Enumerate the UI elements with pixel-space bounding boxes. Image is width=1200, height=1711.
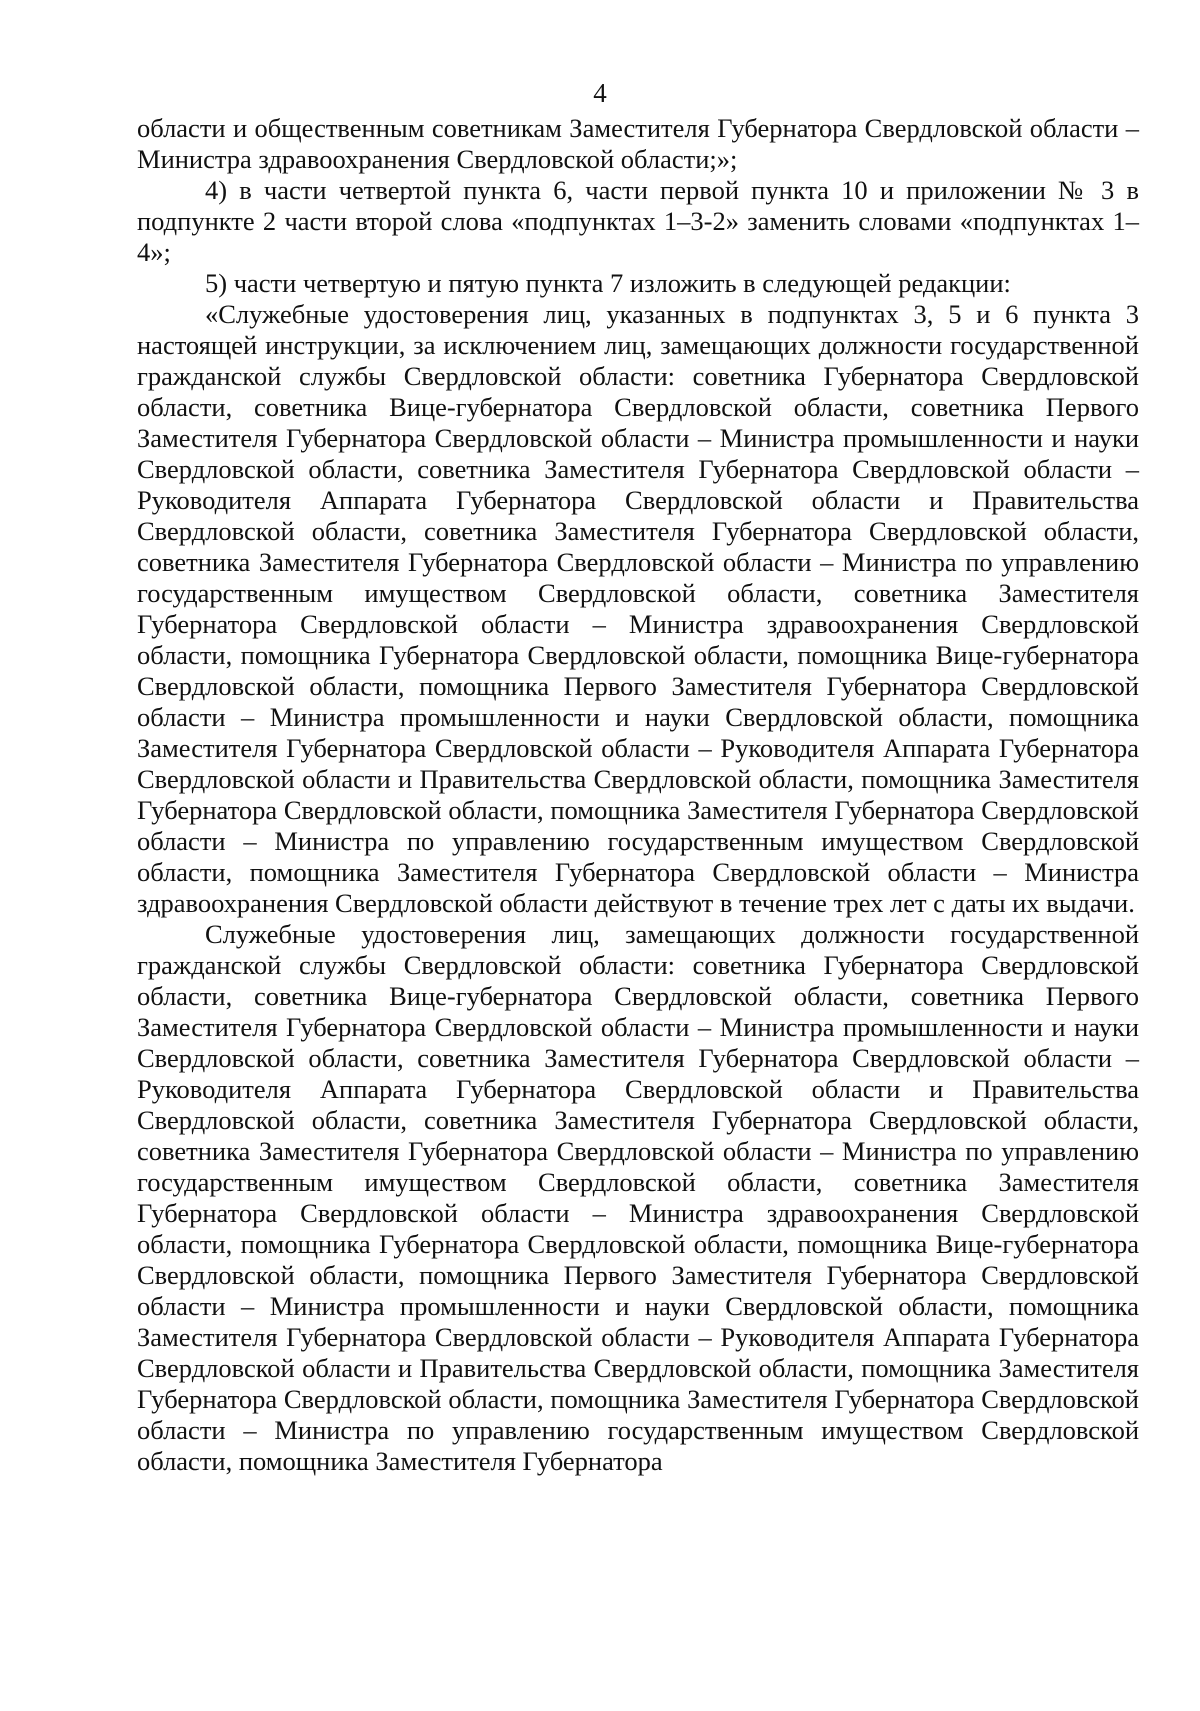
paragraph-continuation: области и общественным советникам Заместителя Губернатора Свердловской области – Министра здравоохранения Свердловской области;»; <box>137 113 1139 174</box>
page-number: 4 <box>593 78 607 108</box>
paragraph-quoted-part-4: «Служебные удостоверения лиц, указанных в подпунктах 3, 5 и 6 пункта 3 настоящей инструкции, за исключением лиц, замещающих должности государственной гражданской службы Свердловской области: советника Губернатора Свердловской области, советника Вице-губернатора Свердловской области, советника Первого Заместителя Губернатора Свердловской области – Министра промышленности и науки Свердловской области, советника Заместителя Губернатора Свердловской области – Руководителя Аппарата Губернатора Свердловской области и Правительства Свердловской области, советника Заместителя Губернатора Свердловской области, советника Заместителя Губернатора Свердловской области – Министра по управлению государственным имуществом Свердловской области, советника Заместителя Губернатора Свердловской области – Министра здравоохранения Свердловской области, помощника Губернатора Свердловской области, помощника Вице-губернатора Свердловской области, помощника Первого Заместителя Губернатора Свердловской области – Министра промышленности и науки Свердловской области, помощника Заместителя Губернатора Свердловской области – Руководителя Аппарата Губернатора Свердловской области и Правительства Свердловской области, помощника Заместителя Губернатора Свердловской области, помощника Заместителя Губернатора Свердловской области – Министра по управлению государственным имуществом Свердловской области, помощника Заместителя Губернатора Свердловской области – Министра здравоохранения Свердловской области действуют в течение трех лет с даты их выдачи. <box>137 299 1139 918</box>
paragraph-quoted-part-5: Служебные удостоверения лиц, замещающих должности государственной гражданской службы Свердловской области: советника Губернатора Свердловской области, советника Вице-губернатора Свердловской области, советника Первого Заместителя Губернатора Свердловской области – Министра промышленности и науки Свердловской области, советника Заместителя Губернатора Свердловской области – Руководителя Аппарата Губернатора Свердловской области и Правительства Свердловской области, советника Заместителя Губернатора Свердловской области, советника Заместителя Губернатора Свердловской области – Министра по управлению государственным имуществом Свердловской области, советника Заместителя Губернатора Свердловской области – Министра здравоохранения Свердловской области, помощника Губернатора Свердловской области, помощника Вице-губернатора Свердловской области, помощника Первого Заместителя Губернатора Свердловской области – Министра промышленности и науки Свердловской области, помощника Заместителя Губернатора Свердловской области – Руководителя Аппарата Губернатора Свердловской области и Правительства Свердловской области, помощника Заместителя Губернатора Свердловской области, помощника Заместителя Губернатора Свердловской области – Министра по управлению государственным имуществом Свердловской области, помощника Заместителя Губернатора <box>137 919 1139 1476</box>
paragraph-item-4: 4) в части четвертой пункта 6, части первой пункта 10 и приложении № 3 в подпункте 2 части второй слова «подпунктах 1–3-2» заменить словами «подпунктах 1–4»; <box>137 175 1139 267</box>
document-body <box>137 113 1139 1477</box>
paragraph-item-5: 5) части четвертую и пятую пункта 7 изложить в следующей редакции: <box>205 268 1011 298</box>
